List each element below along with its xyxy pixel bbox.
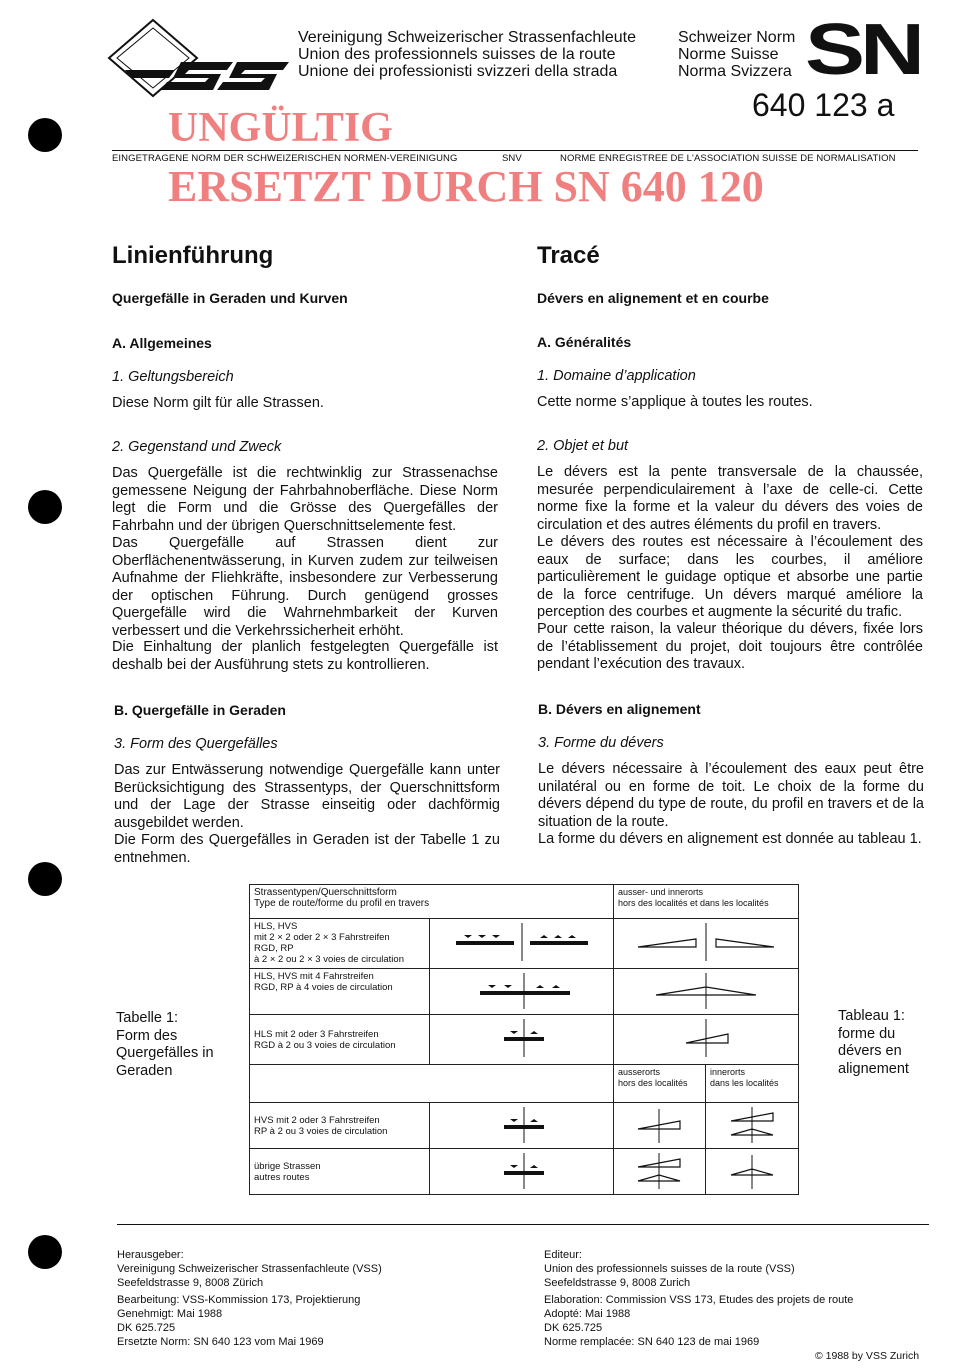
table-row — [250, 1015, 799, 1065]
heading-1-de: 1. Geltungsbereich — [112, 369, 234, 385]
cross-slope-table — [249, 884, 799, 1195]
table-row — [250, 1149, 799, 1195]
vss-logo — [105, 18, 290, 98]
row-1-label: HLS, HVS mit 2 × 2 oder 2 × 3 Fahrstreifen RGD, RP à 2 × 2 ou 2 × 3 voies de circulation — [250, 919, 430, 969]
heading-3-fr: 3. Forme du dévers — [538, 735, 664, 751]
section-a-fr: A. Généralités — [537, 334, 632, 350]
divided-carriageway-profile — [432, 919, 612, 965]
roof-shaped-slope — [614, 969, 798, 1011]
copyright: © 1988 by VSS Zurich — [815, 1350, 920, 1362]
subtitle-de: Quergefälle in Geraden und Kurven — [112, 290, 348, 306]
row-3-profile-diagram — [430, 1015, 614, 1065]
row-1-profile-diagram — [430, 919, 614, 969]
heading-2-de: 2. Gegenstand und Zweck — [112, 439, 282, 455]
row-4-slope-outside — [613, 1103, 705, 1149]
para-2a-de: Das Quergefälle ist die rechtwinklig zur Strassenachse gemessene Neigung der Fahrbahnoberfläche. Diese Norm legt die Form und die Grösse des Quergefälles der Fahrbahn und der übrigen Querschnittselemente fest. — [112, 465, 498, 534]
title-fr: Tracé — [537, 242, 600, 269]
para-2c-de: Die Einhaltung der planlich festgelegten Quergefälle ist deshalb bei der Ausführung stets zu kontrollieren. — [112, 639, 498, 673]
table-row — [250, 1103, 799, 1149]
replaced-by-stamp: ERSETZT DURCH SN 640 120 — [168, 162, 764, 211]
footer-rule — [117, 1224, 929, 1225]
row-5-label: übrige Strassen autres routes — [250, 1149, 430, 1195]
roof-slope-inside — [707, 1149, 797, 1191]
subheader-inside-localities: innerorts dans les localités — [705, 1065, 798, 1103]
heading-1-fr: 1. Domaine d’application — [537, 368, 696, 384]
org-name-de: Vereinigung Schweizerischer Strassenfachleute — [298, 29, 636, 46]
norm-number: 640 123 a — [752, 87, 895, 123]
subheader-outside-localities: ausserorts hors des localités — [613, 1065, 705, 1103]
para-2c-fr: Pour cette raison, la valeur théorique du dévers, fixée lors de l’établissement du projet, doit toujours être contrôlée pendant l’exécution des travaux. — [537, 621, 923, 672]
table-subheader-row — [250, 1065, 799, 1103]
slope-options-inside — [707, 1103, 797, 1145]
binder-hole — [28, 118, 62, 152]
table-row — [250, 919, 799, 969]
footer-publisher-fr: Editeur: Union des professionnels suisses de la route (VSS) Seefeldstrasse 9, 8008 Zurich Elaboration: Commission VSS 173, Etudes des projets de route Adopté: Mai 1988 DK 625.725 Norme remplacée: SN 640 123 de mai 1969 — [544, 1249, 854, 1348]
binder-hole — [28, 862, 62, 896]
subheader-blank — [250, 1065, 614, 1103]
slope-options-outside — [614, 1149, 704, 1191]
row-4-profile-diagram — [430, 1103, 614, 1149]
title-de: Linienführung — [112, 242, 274, 269]
registration-right: NORME ENREGISTREE DE L'ASSOCIATION SUISSE DE NORMALISATION — [560, 153, 896, 164]
table-caption-fr: Tableau 1: forme du dévers en alignement — [838, 1008, 909, 1077]
para-1-fr: Cette norme s’applique à toutes les routes. — [537, 394, 813, 410]
row-4-label: HVS mit 2 oder 3 Fahrstreifen RP à 2 ou 3 voies de circulation — [250, 1103, 430, 1149]
row-3-slope-diagram — [613, 1015, 798, 1065]
row-5-slope-outside — [613, 1149, 705, 1195]
organisation-names — [298, 29, 636, 80]
subtitle-fr: Dévers en alignement et en courbe — [537, 290, 769, 306]
para-2b-fr: Le dévers des routes est nécessaire à l’écoulement des eaux de surface; dans les courbes, il améliore particulièrement le guidage optique et absorbe une partie de la force centrifuge. Un dévers marqué améliore la perception des courbes et augmente la sécurité du trafic. — [537, 534, 923, 620]
registration-mid: SNV — [502, 153, 522, 164]
row-2-label: HLS, HVS mit 4 Fahrstreifen RGD, RP à 4 voies de circulation — [250, 969, 430, 1015]
four-lane-profile — [432, 969, 612, 1011]
two-lane-profile — [432, 1015, 612, 1061]
norm-type-labels — [678, 29, 795, 80]
heading-2-fr: 2. Objet et but — [537, 438, 629, 454]
registration-left: EINGETRAGENE NORM DER SCHWEIZERISCHEN NORMEN-VEREINIGUNG — [112, 153, 458, 164]
row-2-profile-diagram — [430, 969, 614, 1015]
para-3b-de: Die Form des Quergefälles in Geraden ist der Tabelle 1 zu entnehmen. — [114, 832, 500, 866]
registration-rule — [112, 150, 918, 151]
para-3a-de: Das zur Entwässerung notwendige Quergefälle kann unter Berücksichtigung des Strassentyps, der Querschnittsform und der Lage der Strasse einseitig oder dachförmig ausgebildet werden. — [114, 762, 500, 831]
one-sided-slope-outside — [614, 1103, 704, 1145]
one-sided-slope-both-directions — [614, 919, 798, 965]
para-3a-fr: Le dévers nécessaire à l’écoulement des eaux peut être unilatéral ou en forme de toit. Le choix de la forme du dévers dépend du type de route, du profil en travers et de la situation de la route. — [538, 761, 924, 830]
section-b-de: B. Quergefälle in Geraden — [114, 702, 286, 718]
para-3b-fr: La forme du dévers en alignement est donnée au tableau 1. — [538, 831, 922, 847]
header-location: ausser- und innerorts hors des localités et dans les localités — [613, 885, 798, 919]
footer-publisher-de: Herausgeber: Vereinigung Schweizerischer Strassenfachleute (VSS) Seefeldstrasse 9, 8008 Zürich Bearbeitung: VSS-Kommission 173, Projektierung Genehmigt: Mai 1988 DK 625.725 Ersetzte Norm: SN 640 123 vom Mai 1969 — [117, 1249, 382, 1348]
row-5-slope-inside — [705, 1149, 798, 1195]
sn-logo: SN — [805, 10, 921, 90]
binder-hole — [28, 490, 62, 524]
norm-type-de: Schweizer Norm — [678, 29, 796, 46]
para-2b-de: Das Quergefälle auf Strassen dient zur Oberflächenentwässerung, in Kurven zudem zur teilweisen Aufnahme der Fliehkräfte, insbesondere zur Verbesserung der optischen Führung. Durch genügend grosses Quergefälle wird die Wahrnehmbarkeit der Kurven verbessert und die Verkehrssicherheit erhöht. — [112, 535, 498, 639]
other-road-profile — [432, 1149, 612, 1191]
two-lane-main-road-profile — [432, 1103, 612, 1145]
invalid-stamp: UNGÜLTIG — [168, 105, 393, 151]
row-4-slope-inside — [705, 1103, 798, 1149]
para-2a-fr: Le dévers est la pente transversale de la chaussée, mesurée perpendiculairement à l’axe de celle-ci. Cette norme fixe la forme et la valeur du dévers des voies de circulation et des autres éléments du profil en travers. — [537, 464, 923, 533]
para-1-de: Diese Norm gilt für alle Strassen. — [112, 395, 324, 411]
heading-3-de: 3. Form des Quergefälles — [114, 736, 278, 752]
one-sided-slope — [614, 1015, 798, 1061]
row-3-label: HLS mit 2 oder 3 Fahrstreifen RGD à 2 ou 3 voies de circulation — [250, 1015, 430, 1065]
norm-type-it: Norma Svizzera — [678, 63, 792, 80]
table-row — [250, 969, 799, 1015]
table-caption-de: Tabelle 1: Form des Quergefälles in Geraden — [116, 1010, 214, 1079]
org-name-fr: Union des professionnels suisses de la route — [298, 46, 616, 63]
table-header-row — [250, 885, 799, 919]
section-b-fr: B. Dévers en alignement — [538, 701, 701, 717]
row-2-slope-diagram — [613, 969, 798, 1015]
header-road-type: Strassentypen/Querschnittsform Type de route/forme du profil en travers — [250, 885, 614, 919]
section-a-de: A. Allgemeines — [112, 335, 212, 351]
row-5-profile-diagram — [430, 1149, 614, 1195]
org-name-it: Unione dei professionisti svizzeri della strada — [298, 63, 618, 80]
norm-type-fr: Norme Suisse — [678, 46, 779, 63]
row-1-slope-diagram — [613, 919, 798, 969]
binder-hole — [28, 1235, 62, 1269]
